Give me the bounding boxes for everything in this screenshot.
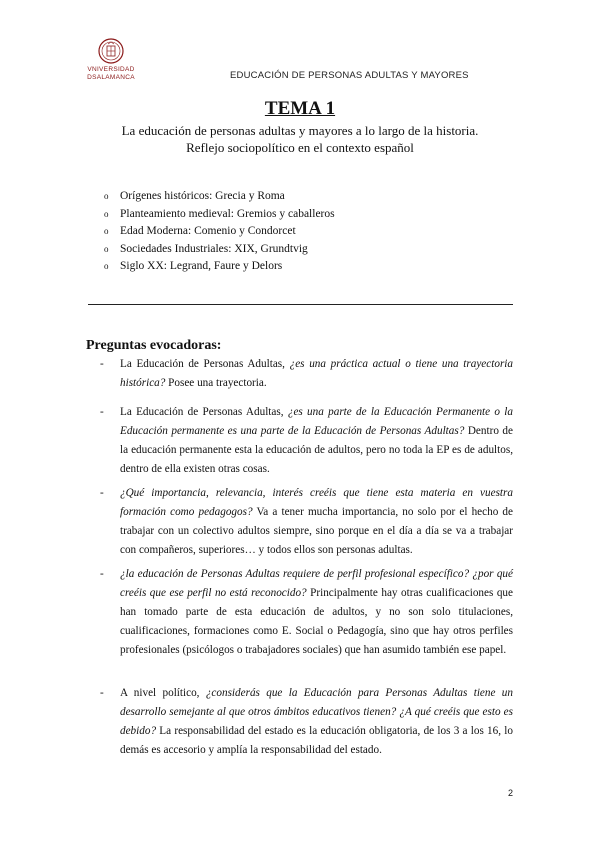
subtitle-line-1: La educación de personas adultas y mayores a lo largo de la historia.	[121, 123, 479, 138]
bullet-icon: o	[104, 243, 109, 254]
qa-answer: La responsabilidad del estado es la educación obligatoria, de los 3 a los 16, lo demás es accesorio y amplía la responsabilidad del estado.	[120, 725, 513, 756]
qa-question: ¿es una parte de la Educación Permanente o la Educación permanente es una parte de la Educación de Personas Adultas?	[120, 406, 514, 437]
qa-lead: La Educación de Personas Adultas,	[120, 358, 290, 370]
qa-question: ¿Qué importancia, relevancia, interés creéis que tiene esta materia en vuestra formación como pedagogos?	[120, 487, 513, 518]
subtitle-line-2: Reflejo sociopolítico en el contexto español	[186, 140, 414, 155]
qa-question: ¿considerás que la Educación para Personas Adultas tiene un desarrollo semejante al que otros ámbitos educativos tienen? ¿A qué creéis que esto es debido?	[120, 687, 513, 737]
topic-text: Planteamiento medieval: Gremios y caballeros	[120, 207, 335, 220]
qa-text	[120, 684, 513, 760]
bullet-icon: o	[104, 261, 109, 271]
university-logo	[83, 38, 139, 81]
qa-text	[120, 355, 513, 393]
dash-bullet: -	[100, 487, 104, 499]
topic-text: Orígenes históricos: Grecia y Roma	[120, 190, 285, 202]
topic-list	[104, 188, 335, 276]
logo-line1: VNIVERSIDAD	[87, 66, 135, 73]
bullet-icon: o	[104, 226, 109, 236]
bullet-icon: o	[104, 191, 109, 201]
qa-answer: Dentro de la educación permanente esta la educación de adultos, pero no toda la EP es de adultos, dentro de ella existen otras cosas.	[120, 425, 513, 475]
topic-text: Sociedades Industriales: XIX, Grundtvig	[120, 242, 308, 255]
qa-answer: Va a tener mucha importancia, no solo por el hecho de trabajar con un colectivo adultos siempre, sino porque en el día a día se va a trabajar con compañeros, superiores… y todos ellos son personas adultas.	[120, 506, 513, 556]
dash-bullet: -	[100, 687, 104, 699]
course-title: EDUCACIÓN DE PERSONAS ADULTAS Y MAYORES	[230, 70, 469, 81]
qa-lead: A nivel político,	[120, 687, 206, 699]
topic-text: Edad Moderna: Comenio y Condorcet	[120, 225, 296, 237]
logo-line2: DSALAMANCA	[87, 73, 135, 81]
dash-bullet: -	[100, 358, 104, 370]
list-item	[104, 188, 335, 206]
qa-question: ¿es una práctica actual o tiene una trayectoria histórica?	[120, 358, 513, 389]
topic-text: Siglo XX: Legrand, Faure y Delors	[120, 260, 283, 272]
page-title: TEMA 1	[264, 98, 336, 119]
list-item	[104, 241, 335, 259]
qa-question: ¿la educación de Personas Adultas requiere de perfil profesional específico? ¿por qué creéis que ese perfil no está reconocido?	[120, 568, 513, 599]
qa-lead: La Educación de Personas Adultas,	[120, 406, 288, 418]
qa-answer: Posee una trayectoria.	[165, 377, 267, 389]
list-item	[104, 223, 335, 241]
subtitle	[90, 122, 510, 156]
list-item	[104, 258, 335, 276]
qa-text	[120, 565, 513, 660]
university-seal-icon	[98, 38, 124, 64]
qa-item-5	[100, 684, 513, 760]
divider	[88, 304, 513, 305]
dash-bullet: -	[100, 406, 104, 418]
qa-text	[120, 403, 513, 479]
qa-text	[120, 484, 513, 560]
qa-answer: Principalmente hay otras cualificaciones que han tomado parte de esta educación de adultos, y no son solo titulaciones, cualificaciones, formaciones como E. Social o Pedagogía, sino que hay otros perfiles profesionales (psicólogos o trabajadores sociales) que han asumido también ese papel.	[120, 587, 513, 656]
page-number: 2	[508, 788, 514, 798]
qa-item-3	[100, 484, 513, 560]
list-item	[104, 206, 335, 224]
qa-item-4	[100, 565, 513, 660]
qa-item-2	[100, 403, 513, 479]
section-heading: Preguntas evocadoras:	[86, 338, 222, 353]
bullet-icon: o	[104, 208, 109, 219]
dash-bullet: -	[100, 568, 104, 580]
qa-item-1	[100, 355, 513, 393]
